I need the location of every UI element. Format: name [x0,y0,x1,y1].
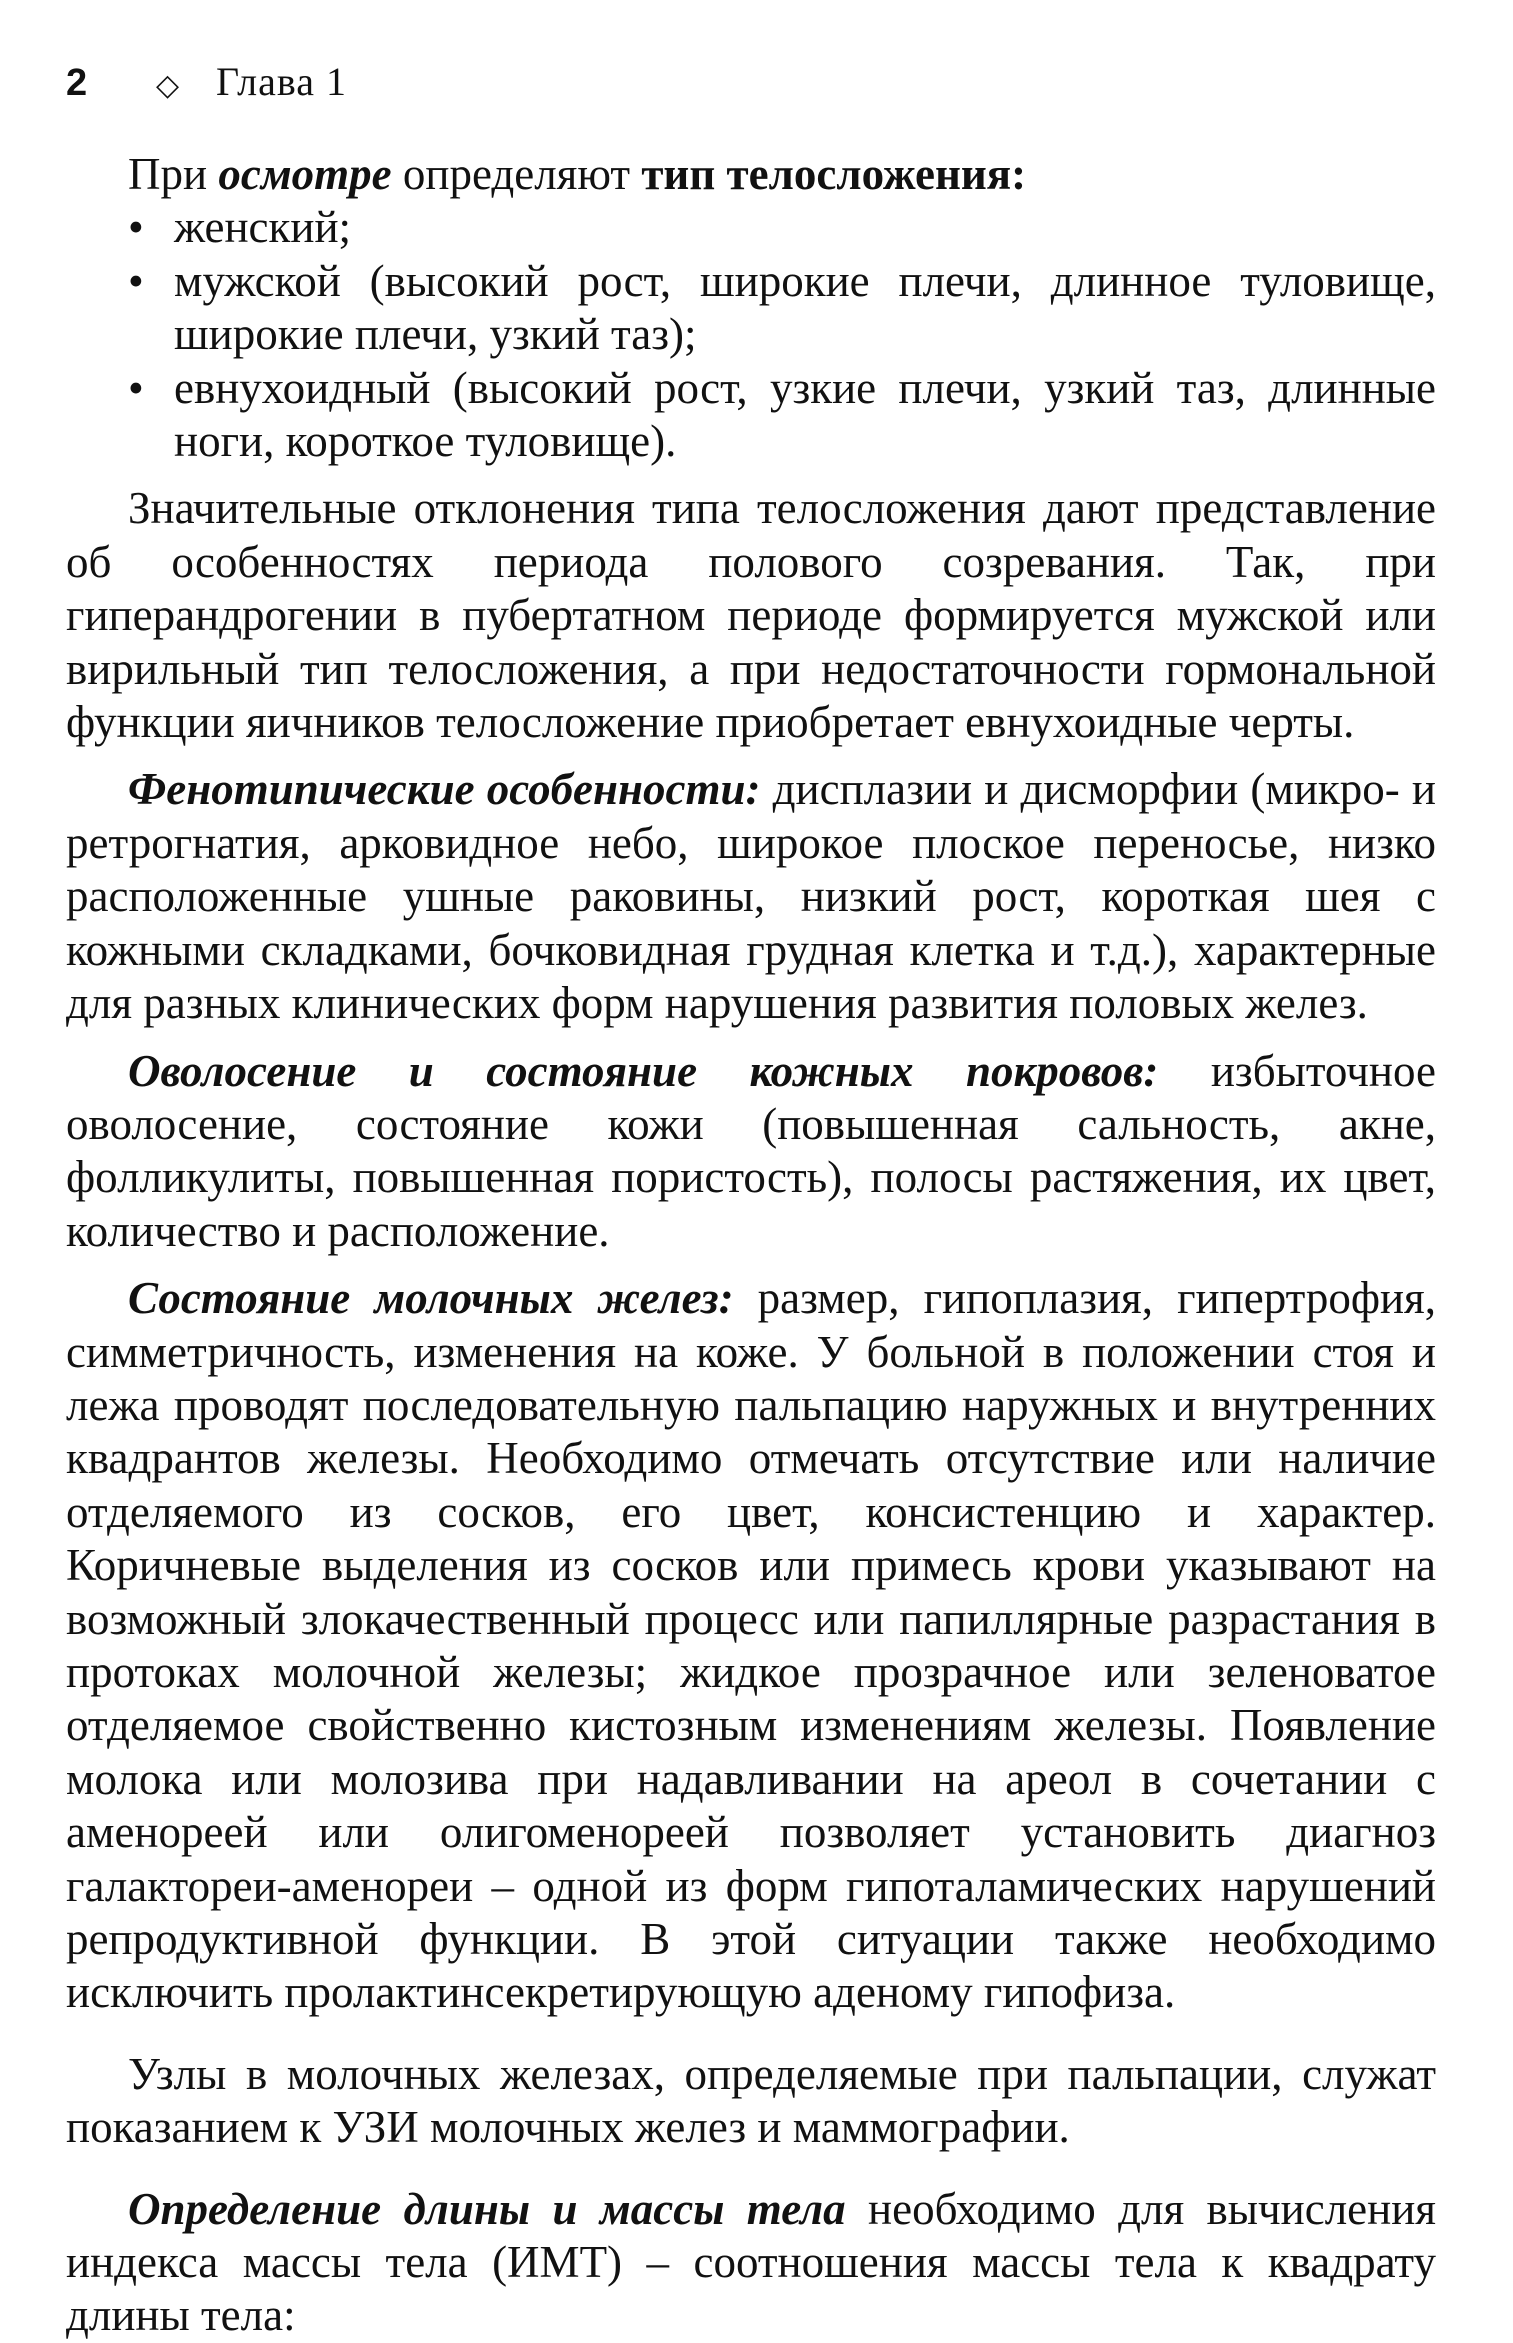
paragraph-height-weight [66,2183,1436,2343]
list-item: • мужской (высокий рост, широкие плечи, длинное туловище, широкие плечи, узкий таз); [128,255,1436,360]
height-weight-text: необходимо для вычисления индекса массы тела (ИМТ) – соотношения массы тела к квадрату длины тела: [66,2183,1436,2341]
height-weight-lead: Определение длины и массы тела [128,2183,846,2234]
chapter-title: Глава 1 [216,59,347,104]
running-header [66,52,1436,112]
body-type-list [66,201,1436,468]
body-text [66,148,1436,2343]
bullet-icon: • [128,202,144,253]
mammary-lead: Состояние молочных желез: [128,1273,734,1324]
intro-paragraph [66,148,1436,201]
bullet-icon: • [128,362,144,413]
intro-before: При [128,149,219,199]
book-page [66,52,1436,2343]
page-number: 2 [66,62,88,104]
intro-italic: осмотре [218,149,392,199]
list-item: • женский; [66,201,1436,254]
paragraph-nodes: Узлы в молочных железах, определяемые при пальпации, служат показанием к УЗИ молочных желез и маммографии. [66,2048,1436,2153]
phenotypic-lead: Фенотипические особенности: [128,764,761,815]
phenotypic-text: дисплазии и дисморфии (микро- и ретрогнатия, арковидное небо, широкое плоское переносье, низко расположенные ушные раковины, низкий рост, короткая шея с кожными складками, бочковидная грудная клетка и т.д.), характерные для разных клинических форм нарушения развития половых желез. [66,764,1436,1029]
paragraph-hair-skin [66,1045,1436,1259]
paragraph-mammary [66,1272,1436,2020]
list-item: • евнухоидный (высокий рост, узкие плечи, узкий таз, длинные ноги, короткое туловище). [128,362,1436,467]
paragraph-deviations: Значительные отклонения типа телосложения дают представление об особенностях периода полового созревания. Так, при гиперандрогении в пубертатном периоде формируется мужской или вирильный тип телосложения, а при недостаточности гормональной функции яичников телосложение приобретает евнухоидные черты. [66,483,1436,748]
bullet-icon: • [128,255,144,306]
hair-skin-lead: Оволосение и состояние кожных покровов: [128,1045,1159,1096]
intro-bold: тип телосложения: [641,149,1027,199]
intro-middle: определяют [391,149,642,199]
mammary-text: размер, гипоплазия, гипертрофия, симметричность, изменения на коже. У больной в положении стоя и лежа проводят последовательную пальпацию наружных и внутренних квадрантов железы. Необходимо отмечать отсутствие или наличие отделяемого из сосков, его цвет, консистенцию и характер. Коричневые выделения из сосков или примесь крови указывают на возможный злокачественный процесс или папиллярные разрастания в протоках молочной железы; жидкое прозрачное или зеленоватое отделяемое свойственно кистозным изменениям железы. Появление молока или молозива при надавливании на ареол в сочетании с аменореей или олигоменореей позволяет установить диагноз галактореи-аменореи – одной из форм гипоталамических нарушений репродуктивной функции. В этой ситуации также необходимо исключить пролактинсекретирующую аденому гипофиза. [66,1273,1437,2018]
paragraph-phenotypic [66,763,1436,1030]
diamond-icon: ◇ [156,69,180,102]
hair-skin-text: избыточное оволосение, состояние кожи (повышенная сальность, акне, фолликулиты, повышенная пористость), полосы растяжения, их цвет, количество и расположение. [66,1045,1436,1256]
